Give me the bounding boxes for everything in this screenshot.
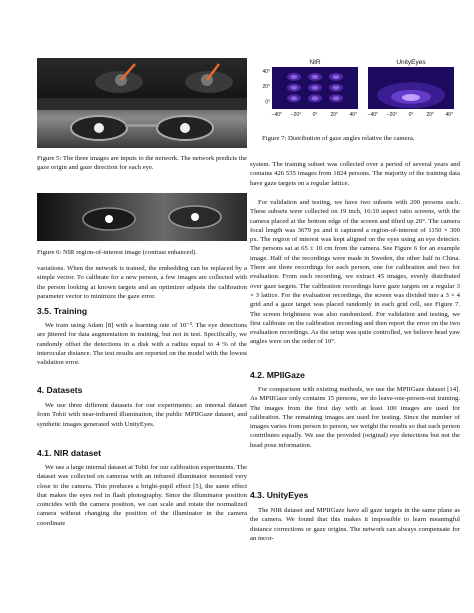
heatmap-cluster-core xyxy=(312,75,319,79)
heatmap-cluster-core xyxy=(290,96,297,100)
section-training-heading: 3.5. Training xyxy=(37,306,88,316)
right-paragraph-validation: For validation and testing, we have two subsets with 200 persons each. These subsets were collected on 19 inch, 16:10 aspect ratio screens, with the camera placed at the bottom edge of the screen and tilted up 20°. The camera focal length was 3679 px and it captured a region-of-interest of 1150 × 300 px. The region of interest was kept aligned on the eyes using an eye detector. The persons sat at 65 ± 10 cm from the camera. See Figure 6 for an example image. Half of the recordings were made in Sweden, the other half in China. There are three recordings for each person, one for calibration and two for evaluation. From each recording, we extract 45 images, evenly distributed over gaze targets. The calibration recordings have gaze targets on a regular 3 × 3 lattice. For the evaluation recordings, the screen was divided into a 3 × 4 grid and a gaze target was placed randomly in each grid cell, see Figure 7. The screen brightness was also randomized. For validation and testing, we first calibrate on the calibration recording and then report the error on the two evaluation recordings. As the setup was quite controlled, we believe head yaw angles were on the order of 10°. xyxy=(250,199,460,346)
heatmap-cluster-core xyxy=(312,96,319,100)
heatmap-panel-title: NIR xyxy=(309,59,321,66)
mpiigaze-paragraph: For comparison with existing methods, we use the MPIIGaze dataset [14]. As MPIIGaze only contains 15 persons, we do leave-one-person-out training. The images from the first day with at least 100 images are used for calibration. The remaining images are used for testing. Since the number of images varies from person to person, we weight the results so that each person contributes equally. We use the provided (original) eye detections but not the head pose information. xyxy=(250,386,460,449)
section-nir-dataset-heading: 4.1. NIR dataset xyxy=(37,448,101,458)
x-tick-label: 40° xyxy=(445,112,454,118)
heatmap-cluster-core xyxy=(333,86,340,90)
x-tick-label: −20° xyxy=(386,112,398,118)
section-datasets-heading: 4. Datasets xyxy=(37,385,83,395)
y-tick-label: 0° xyxy=(265,99,270,106)
figure5-face-svg xyxy=(37,98,247,148)
heatmap-cluster-core xyxy=(290,86,297,90)
figure5-eyes-svg xyxy=(37,58,247,98)
y-tick-label: 20° xyxy=(262,84,270,91)
figure7-caption: Figure 7: Distribution of gaze angles relative the camera. xyxy=(262,135,415,142)
section-unityeyes-heading: 4.3. UnityEyes xyxy=(250,490,309,500)
heatmap-panel-title: UnityEyes xyxy=(396,59,426,66)
heatmap-cluster-core xyxy=(312,86,319,90)
figure6-eyes-svg xyxy=(37,193,247,241)
x-tick-label: −40° xyxy=(271,112,283,118)
right-paragraph-system: system. The training subset was collected over a period of several years and contains 426 535 images from 1824 persons. The majority of the training data have gaze targets on a regular lattice. xyxy=(250,161,460,187)
figure7-chart xyxy=(250,55,460,130)
figure6-caption: Figure 6: NIR region-of-interest image (contrast enhanced). xyxy=(37,249,197,256)
left-paragraph-variations: variations. When the network is trained, the embedding can be replaced by a simple vector. To calibrate for a new person, a few images are collected with the person looking at known targets and an optimizer adjusts the calibration parameter vector to minimize the gaze error. xyxy=(37,265,247,300)
heatmap-density-core xyxy=(402,94,420,101)
heatmap-cluster-core xyxy=(290,75,297,79)
datasets-paragraph: We use three different datasets for our experiments: an internal dataset from Tobii with near-infrared illumination, the public MPIIGaze dataset, and synthetic images generated with UnityEyes. xyxy=(37,402,247,428)
unityeyes-paragraph: The NIR dataset and MPIIGaze have all gaze targets in the same plane as the camera. We found that this makes it impossible to learn meaningful distance corrections or gaze origins. The network can always compensate for an incor- xyxy=(250,507,460,542)
figure5-eye-strip-left xyxy=(37,58,247,98)
heatmap-cluster-core xyxy=(333,96,340,100)
figure5-caption: Figure 5: The three images are inputs to the network. The network predicts the gaze origin and gaze direction for each eye. xyxy=(37,155,247,172)
x-tick-label: 0° xyxy=(312,112,318,118)
x-tick-label: 20° xyxy=(330,112,338,118)
x-tick-label: −20° xyxy=(290,112,302,118)
x-tick-label: −40° xyxy=(367,112,379,118)
training-paragraph: We train using Adam [8] with a learning rate of 10⁻³. The eye detections are jittered for data augmentation in training, but not in test. Specifically, we randomly offset the detections in a disk with a radius equal to 4 % of the interocular distance. The test results are reported on the model with the lowest validation error. xyxy=(37,322,247,367)
x-tick-label: 20° xyxy=(426,112,434,118)
x-tick-label: 0° xyxy=(408,112,414,118)
figure5-face-strip xyxy=(37,98,247,148)
heatmap-cluster-core xyxy=(333,75,340,79)
figure6-nir-image xyxy=(37,193,247,241)
nir-dataset-paragraph: We use a large internal dataset at Tobii for our calibration experiments. The dataset was collected on cameras with an infrared illuminator mounted very close to the camera. This produces a bright-pupil effect [5], the same effect that makes the eyes red in flash photography. Since the illuminator position coincides with the camera position, we can scale and rotate the normalized camera without changing the position of the illuminator in the camera coordinate xyxy=(37,464,247,527)
section-mpiigaze-heading: 4.2. MPIIGaze xyxy=(250,370,305,380)
y-tick-label: 40° xyxy=(262,68,270,75)
x-tick-label: 40° xyxy=(349,112,358,118)
